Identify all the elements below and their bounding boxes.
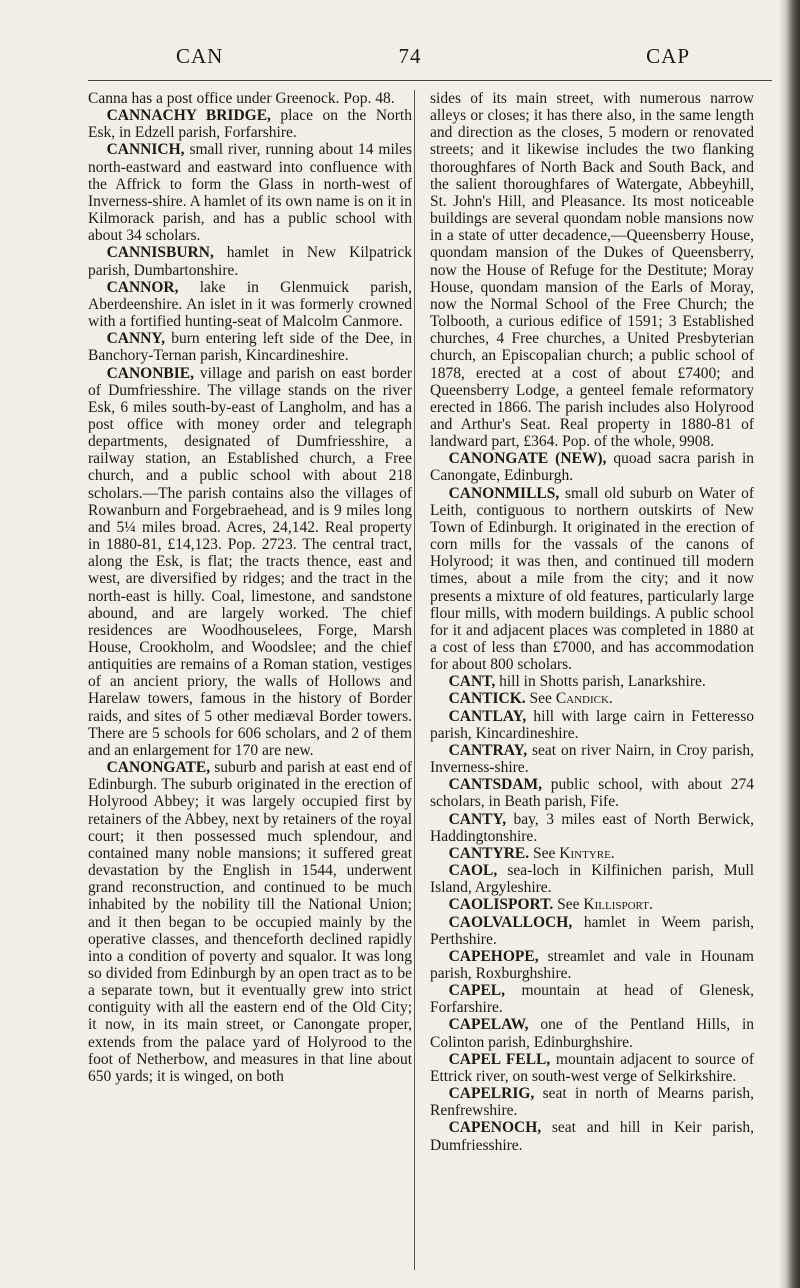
entry-headword: CANNISBURN, [106, 244, 214, 262]
cross-reference: Kintyre. [559, 844, 615, 862]
entry-headword: CANONMILLS, [448, 484, 560, 502]
gazetteer-entry [430, 90, 754, 450]
entry-headword: CANT, [448, 673, 496, 691]
entry-headword: CANTRAY, [448, 741, 528, 759]
gazetteer-entry [430, 1051, 754, 1085]
entry-text: public school, with about 274 scholars, in Beath parish, Fife. [430, 776, 754, 811]
gazetteer-entry [88, 365, 412, 760]
gazetteer-entry [430, 742, 754, 776]
entry-text: place on the North Esk, in Edzell parish, Forfarshire. [88, 107, 412, 142]
gazetteer-entry [430, 776, 754, 810]
gazetteer-entry [430, 450, 754, 484]
gazetteer-entry [88, 279, 412, 330]
header-right-guide-word: CAP [646, 44, 690, 68]
entry-text: hamlet in New Kilpatrick parish, Dumbartonshire. [88, 244, 412, 279]
entry-headword: CANNY, [106, 330, 166, 348]
gazetteer-entry [430, 485, 754, 674]
gazetteer-entry [430, 1016, 754, 1050]
entry-text: hill with large cairn in Fetteresso parish, Kincardineshire. [430, 707, 754, 742]
entry-text: mountain at head of Glenesk, Forfarshire. [430, 982, 754, 1017]
gazetteer-entry [430, 811, 754, 845]
entry-headword: CANTLAY, [448, 707, 527, 725]
gazetteer-entry [88, 90, 412, 107]
entry-headword: CAPEL FELL, [448, 1050, 551, 1068]
entry-text: sea-loch in Kilfinichen parish, Mull Island, Argyleshire. [430, 862, 754, 897]
entry-text: mountain adjacent to source of Ettrick river, on south-west verge of Selkirkshire. [430, 1050, 754, 1085]
entry-headword: CANNOR, [106, 278, 179, 296]
entry-text: hill in Shotts parish, Lanarkshire. [495, 673, 706, 691]
entry-headword: CANTSDAM, [448, 776, 543, 794]
gazetteer-entry [430, 845, 754, 862]
gazetteer-entry [430, 896, 754, 913]
entry-headword: CAPELAW, [448, 1016, 529, 1034]
entry-headword: CAOLISPORT. [448, 896, 554, 914]
gazetteer-entry [430, 914, 754, 948]
entry-text: See [529, 844, 560, 862]
entry-text: streamlet and vale in Hounam parish, Roxburghshire. [430, 947, 754, 982]
entry-text: small river, running about 14 miles north-eastward and eastward into confluence with the Affrick to form the Glass in north-west of Inverness-shire. A hamlet of its own name is on it in Kilmorack parish, and has a public school with about 34 scholars. [88, 141, 412, 245]
header-left-guide-word: CAN [176, 44, 224, 68]
cross-reference: Candick. [555, 690, 613, 708]
header-rule [88, 80, 772, 81]
entry-headword: CANONGATE, [106, 759, 211, 777]
gazetteer-entry [430, 948, 754, 982]
entry-text: quoad sacra parish in Canongate, Edinburgh. [430, 450, 754, 485]
right-column [430, 90, 754, 1154]
gazetteer-entry [430, 982, 754, 1016]
entry-headword: CANONBIE, [106, 364, 195, 382]
entry-text: sides of its main street, with numerous narrow alleys or closes; it has there also, in the same length and direction as the closes, 5 modern or renovated streets; and it likewise includes the two flanking thoroughfares of North Back and South Back, and the salient thoroughfares of Watergate, Abbeyhill, St. John's Hill, and Pleasance. Its most noticeable buildings are several quondam noble mansions now in a state of utter decadence,—Queensberry House, quondam mansion of the Dukes of Queensberry, now the House of Refuge for the Destitute; Moray House, quondam mansion of the Earls of Moray, now the Normal School of the Free Church; the Tolbooth, a curious edifice of 1591; 3 Established churches, 4 Free churches, a United Presbyterian church, an Episcopalian church; a public school of 1878, erected at a cost of about £7400; and Queensberry Lodge, a genteel female reformatory erected in 1866. The parish includes also Holyrood and Arthur's Seat. Real property in 1880-81 of landward part, £364. Pop. of the whole, 9908. [430, 90, 754, 451]
entry-text: seat on river Nairn, in Croy parish, Inverness-shire. [430, 741, 754, 777]
gazetteer-entry [88, 759, 412, 1085]
entry-headword: CAPEL, [448, 982, 506, 1000]
gazetteer-entry [430, 862, 754, 896]
entry-headword: CANTYRE. [448, 844, 530, 862]
entry-text: See [553, 896, 584, 914]
entry-headword: CAPEHOPE, [448, 947, 539, 965]
entry-headword: CANNICH, [106, 141, 185, 159]
page-number: 74 [398, 44, 422, 68]
entry-headword: CANTY, [448, 810, 507, 828]
gazetteer-entry [88, 107, 412, 141]
entry-text: seat in north of Mearns parish, Renfrewshire. [430, 1085, 754, 1120]
page-header [90, 44, 730, 74]
entry-headword: CAPENOCH, [448, 1119, 542, 1137]
entry-text: bay, 3 miles east of North Berwick, Haddingtonshire. [430, 810, 754, 845]
gazetteer-entry [430, 690, 754, 707]
gazetteer-entry [430, 1085, 754, 1119]
entry-text: suburb and parish at east end of Edinburgh. The suburb originated in the erection of Holyrood Abbey; it was largely occupied first by retainers of the Abbey, next by retainers of the royal court; it then possessed much splendour, and contained many noble mansions; it suffered great devastation by the English in 1544, underwent grand reconstruction, and continued to be much inhabited by the nobility till the National Union; and it then began to be occupied mainly by the operative classes, and thenceforth declined rapidly into a condition of poverty and squalor. It was long so divided from Edinburgh by an open tract as to be a separate town, but it eventually grew into strict contiguity with all the eastern end of the Old City; it now, in its main street, or Canongate proper, extends from the palace yard of Holyrood to the foot of Netherbow, and measures in that line about 650 yards; it is winged, on both [88, 759, 412, 1085]
cross-reference: Killisport. [583, 896, 653, 914]
gazetteer-entry [430, 708, 754, 742]
left-column [88, 90, 412, 1085]
gazetteer-entry [430, 673, 754, 690]
entry-headword: CANNACHY BRIDGE, [106, 107, 271, 125]
entry-text: one of the Pentland Hills, in Colinton parish, Edinburghshire. [430, 1016, 754, 1051]
gazetteer-entry [88, 244, 412, 278]
entry-text: village and parish on east border of Dumfriesshire. The village stands on the river Esk, 6 miles south-by-east of Langholm, and has a post office with money order and telegraph departments, designated of Dumfriesshire, a railway station, an Established church, a Free church, and a public school with about 218 scholars.—The parish contains also the villages of Rowanburn and Forgebraehead, and is 9 miles long and 5¼ miles broad. Acres, 24,142. Real property in 1880-81, £14,123. Pop. 2723. The central tract, along the Esk, is flat; the tracts thence, east and west, are diversified by ridges; and the tract in the north-east is hilly. Coal, limestone, and sandstone abound, and are largely worked. The chief residences are Woodhouselees, Forge, Marsh House, Crookholm, and Woodslee; and the chief antiquities are remains of a Roman station, vestiges of an ancient priory, the walls of Hollows and Harelaw towers, famous in the history of Border raids, and sites of 5 other mediæval Border towers. There are 5 schools for 606 scholars, and 2 of them and an enlargement for 170 are new. [88, 364, 412, 759]
gazetteer-entry [88, 330, 412, 364]
gazetteer-entry [88, 141, 412, 244]
entry-text: See [525, 690, 556, 708]
entry-text: lake in Glenmuick parish, Aberdeenshire. An islet in it was formerly crowned with a fortified hunting-seat of Malcolm Canmore. [88, 278, 412, 331]
gazetteer-entry [430, 1119, 754, 1153]
entry-headword: CAOLVALLOCH, [448, 913, 573, 931]
entry-headword: CAOL, [448, 862, 498, 880]
entry-text: burn entering left side of the Dee, in Banchory-Ternan parish, Kincardineshire. [88, 330, 412, 365]
entry-text: small old suburb on Water of Leith, contiguous to northern outskirts of New Town of Edinburgh. It originated in the erection of corn mills for the vassals of the canons of Holyrood; it was then, and continued till modern times, about a mile from the city; and it now presents a mixture of old features, particularly large flour mills, with modern buildings. A public school for it and adjacent places was completed in 1880 at a cost of less than £7000, and has accommodation for about 800 scholars. [430, 484, 754, 674]
entry-text: Canna has a post office under Greenock. Pop. 48. [88, 90, 395, 107]
entry-text: seat and hill in Keir parish, Dumfriesshire. [430, 1119, 754, 1154]
entry-text: hamlet in Weem parish, Perthshire. [430, 913, 754, 948]
entry-headword: CANTICK. [448, 690, 526, 708]
page-edge-shadow [778, 0, 800, 1288]
entry-headword: CAPELRIG, [448, 1085, 535, 1103]
entry-headword: CANONGATE (NEW), [448, 450, 607, 468]
column-divider [414, 90, 415, 1270]
